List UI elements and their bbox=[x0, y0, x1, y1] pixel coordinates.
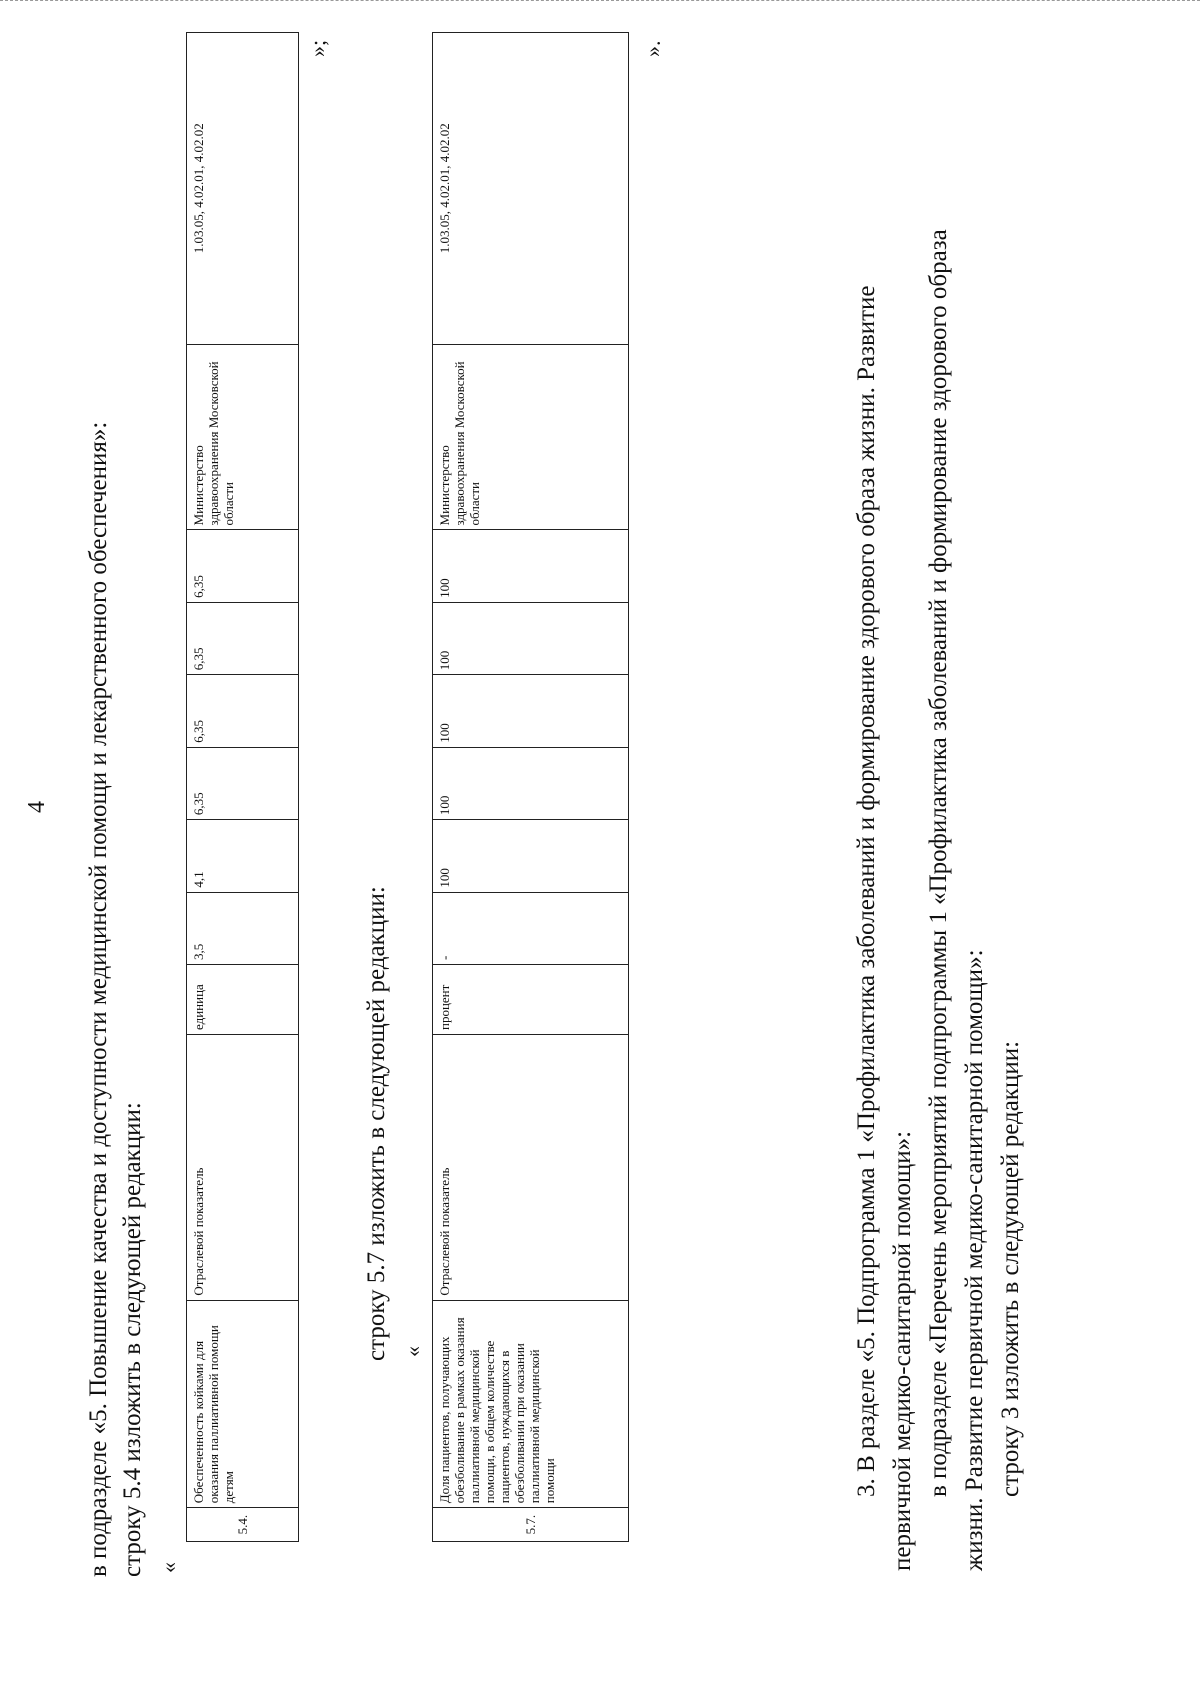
cell-value-1: - bbox=[433, 892, 629, 964]
cell-value-4: 100 bbox=[433, 675, 629, 747]
cell-name: Обеспеченность койками для оказания паллиативной помощи детям bbox=[187, 1300, 299, 1508]
intro-line: в подразделе «5. Повышение качества и доступности медицинской помощи и лекарственного обеспечения»: bbox=[85, 421, 112, 1577]
cell-responsible: Министерство здравоохранения Московской области bbox=[433, 344, 629, 530]
cell-value-2: 100 bbox=[433, 820, 629, 892]
cell-unit: процент bbox=[433, 964, 629, 1034]
cell-codes: 1.03.05, 4.02.01, 4.02.02 bbox=[187, 33, 299, 345]
row57-heading: строку 5.7 изложить в следующей редакции: bbox=[363, 886, 390, 1361]
section3-line-3: в подразделе «Перечень мероприятий подпрограммы 1 «Профилактика заболеваний и формирование здорового образа bbox=[925, 229, 952, 1497]
cell-unit: единица bbox=[187, 964, 299, 1034]
section3-line-4: жизни. Развитие первичной медико-санитарной помощи»: bbox=[961, 949, 988, 1571]
cell-value-5: 6,35 bbox=[187, 602, 299, 674]
cell-type: Отраслевой показатель bbox=[433, 1035, 629, 1301]
cell-value-4: 6,35 bbox=[187, 675, 299, 747]
cell-num: 5.7. bbox=[433, 1508, 629, 1542]
cell-type: Отраслевой показатель bbox=[187, 1035, 299, 1301]
open-quote-57: « bbox=[400, 1346, 425, 1357]
cell-value-3: 6,35 bbox=[187, 747, 299, 819]
cell-value-1: 3,5 bbox=[187, 892, 299, 964]
section3-line-1: 3. В разделе «5. Подпрограмма 1 «Профилактика заболеваний и формирование здорового образа жизни. Развитие bbox=[853, 285, 880, 1497]
cell-value-6: 6,35 bbox=[187, 530, 299, 602]
row54-heading: строку 5.4 изложить в следующей редакции: bbox=[119, 1102, 146, 1577]
close-quote-57: ». bbox=[640, 40, 665, 57]
page-number: 4 bbox=[24, 801, 50, 813]
open-quote-54: « bbox=[156, 1562, 181, 1573]
cell-responsible: Министерство здравоохранения Московской области bbox=[187, 344, 299, 530]
cell-name: Доля пациентов, получающих обезболивание в рамках оказания паллиативной медицинской помощи, в общем количестве пациентов, нуждающихся в обезболивании при оказании паллиативной медицинской помощи bbox=[433, 1300, 629, 1508]
table-row-5-7 bbox=[432, 32, 629, 1542]
cell-value-2: 4,1 bbox=[187, 820, 299, 892]
cell-num: 5.4. bbox=[187, 1508, 299, 1542]
table-row-5-4 bbox=[186, 32, 299, 1542]
cell-value-3: 100 bbox=[433, 747, 629, 819]
cell-value-5: 100 bbox=[433, 602, 629, 674]
section3-line-5: строку 3 изложить в следующей редакции: bbox=[997, 1040, 1024, 1497]
close-quote-54: »; bbox=[305, 39, 330, 57]
cell-codes: 1.03.05, 4.02.01, 4.02.02 bbox=[433, 33, 629, 345]
cell-value-6: 100 bbox=[433, 530, 629, 602]
section3-line-2: первичной медико-санитарной помощи»: bbox=[889, 1130, 916, 1571]
